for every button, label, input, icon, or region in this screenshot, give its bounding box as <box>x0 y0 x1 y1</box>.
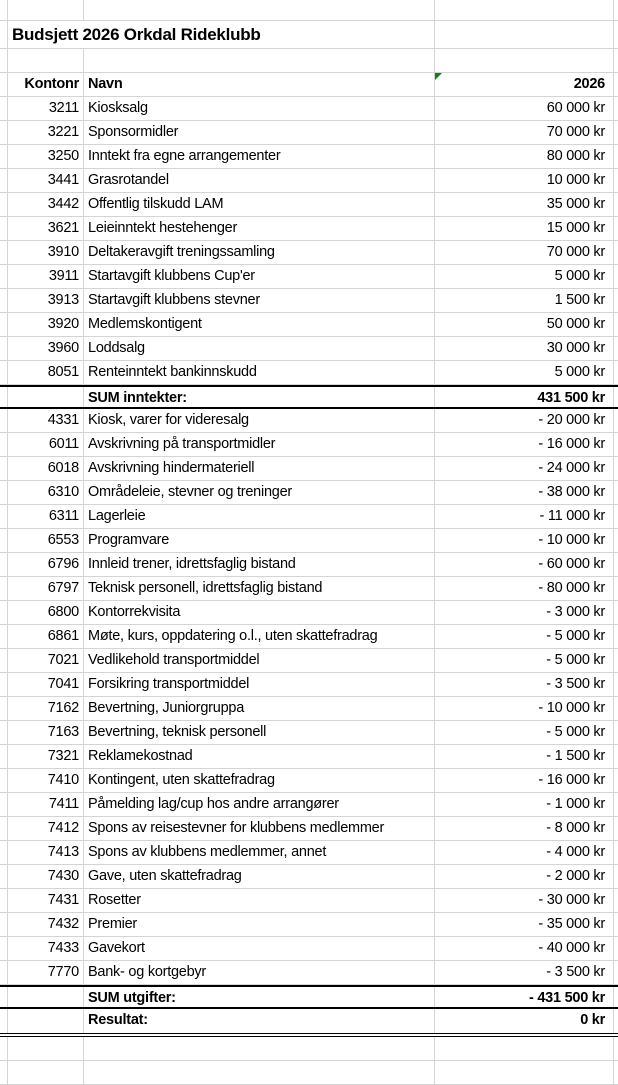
account-number[interactable]: 7411 <box>7 793 83 816</box>
amount[interactable]: - 8 000 kr <box>434 817 613 840</box>
amount[interactable]: 70 000 kr <box>434 241 613 264</box>
amount[interactable]: - 16 000 kr <box>434 433 613 456</box>
expense-row <box>0 673 618 697</box>
account-name[interactable]: Programvare <box>83 529 434 552</box>
account-number[interactable]: 3250 <box>7 145 83 168</box>
empty-row <box>0 1037 618 1061</box>
expense-row <box>0 793 618 817</box>
account-name[interactable]: Rosetter <box>83 889 434 912</box>
account-number[interactable]: 6011 <box>7 433 83 456</box>
account-number[interactable]: 6861 <box>7 625 83 648</box>
account-number[interactable]: 3221 <box>7 121 83 144</box>
amount[interactable]: - 40 000 kr <box>434 937 613 960</box>
empty-cell[interactable] <box>613 145 618 168</box>
account-number[interactable]: 7041 <box>7 673 83 696</box>
amount[interactable]: - 35 000 kr <box>434 913 613 936</box>
amount[interactable]: - 1 000 kr <box>434 793 613 816</box>
empty-cell[interactable] <box>613 169 618 192</box>
account-number[interactable]: 7431 <box>7 889 83 912</box>
account-number[interactable]: 7162 <box>7 697 83 720</box>
empty-cell[interactable] <box>613 0 618 20</box>
empty-cell[interactable] <box>613 97 618 120</box>
amount[interactable]: 1 500 kr <box>434 289 613 312</box>
account-number[interactable]: 6797 <box>7 577 83 600</box>
amount[interactable]: 60 000 kr <box>434 97 613 120</box>
amount[interactable]: - 2 000 kr <box>434 865 613 888</box>
account-number[interactable]: 7410 <box>7 769 83 792</box>
header-row <box>0 73 618 97</box>
account-name[interactable]: Forsikring transportmiddel <box>83 673 434 696</box>
account-name[interactable]: Bevertning, Juniorgruppa <box>83 697 434 720</box>
empty-cell[interactable] <box>434 21 613 48</box>
account-number[interactable]: 7163 <box>7 721 83 744</box>
income-row <box>0 121 618 145</box>
empty-row <box>0 0 618 21</box>
amount[interactable]: - 1 500 kr <box>434 745 613 768</box>
sum-label[interactable]: SUM inntekter: <box>83 387 434 407</box>
expense-row <box>0 865 618 889</box>
account-number[interactable]: 6018 <box>7 457 83 480</box>
empty-cell[interactable] <box>7 987 83 1007</box>
empty-cell[interactable] <box>613 433 618 456</box>
account-name[interactable]: Deltakeravgift treningssamling <box>83 241 434 264</box>
empty-cell[interactable] <box>613 193 618 216</box>
empty-cell[interactable] <box>613 73 618 96</box>
expense-row <box>0 745 618 769</box>
empty-cell[interactable] <box>7 49 83 72</box>
sum-income-row <box>0 385 618 409</box>
account-number[interactable]: 7321 <box>7 745 83 768</box>
amount[interactable]: - 20 000 kr <box>434 409 613 432</box>
income-row <box>0 265 618 289</box>
result-row <box>0 1009 618 1037</box>
account-name[interactable]: Kiosk, varer for videresalg <box>83 409 434 432</box>
empty-cell[interactable] <box>613 601 618 624</box>
account-name[interactable]: Vedlikehold transportmiddel <box>83 649 434 672</box>
amount[interactable]: - 30 000 kr <box>434 889 613 912</box>
amount[interactable]: - 11 000 kr <box>434 505 613 528</box>
empty-cell[interactable] <box>613 457 618 480</box>
empty-cell[interactable] <box>613 865 618 888</box>
account-number[interactable]: 7770 <box>7 961 83 984</box>
account-name[interactable]: Leieinntekt hestehenger <box>83 217 434 240</box>
account-number[interactable]: 7412 <box>7 817 83 840</box>
account-name[interactable]: Kontorrekvisita <box>83 601 434 624</box>
account-number[interactable]: 3911 <box>7 265 83 288</box>
empty-cell[interactable] <box>613 793 618 816</box>
amount[interactable]: 5 000 kr <box>434 265 613 288</box>
account-name[interactable]: Gave, uten skattefradrag <box>83 865 434 888</box>
empty-cell[interactable] <box>613 625 618 648</box>
empty-cell[interactable] <box>83 1061 434 1084</box>
sum-amount[interactable]: - 431 500 kr <box>434 987 613 1007</box>
empty-cell[interactable] <box>613 913 618 936</box>
empty-cell[interactable] <box>613 529 618 552</box>
expense-row <box>0 577 618 601</box>
amount[interactable]: 5 000 kr <box>434 361 613 384</box>
account-name[interactable]: Påmelding lag/cup hos andre arrangører <box>83 793 434 816</box>
expense-row <box>0 601 618 625</box>
amount[interactable]: - 5 000 kr <box>434 721 613 744</box>
empty-cell[interactable] <box>613 241 618 264</box>
account-number[interactable]: 4331 <box>7 409 83 432</box>
account-name[interactable]: Reklamekostnad <box>83 745 434 768</box>
account-number[interactable]: 7433 <box>7 937 83 960</box>
empty-cell[interactable] <box>613 961 618 984</box>
amount[interactable]: - 4 000 kr <box>434 841 613 864</box>
account-name[interactable]: Loddsalg <box>83 337 434 360</box>
account-number[interactable]: 8051 <box>7 361 83 384</box>
account-number[interactable]: 3913 <box>7 289 83 312</box>
amount[interactable]: - 80 000 kr <box>434 577 613 600</box>
amount[interactable]: 50 000 kr <box>434 313 613 336</box>
empty-cell[interactable] <box>613 313 618 336</box>
amount[interactable]: 30 000 kr <box>434 337 613 360</box>
empty-cell[interactable] <box>613 289 618 312</box>
amount[interactable]: 35 000 kr <box>434 193 613 216</box>
empty-row <box>0 1061 618 1085</box>
account-number[interactable]: 6796 <box>7 553 83 576</box>
account-name[interactable]: Bevertning, teknisk personell <box>83 721 434 744</box>
empty-cell[interactable] <box>613 121 618 144</box>
account-name[interactable]: Medlemskontigent <box>83 313 434 336</box>
account-number[interactable]: 7413 <box>7 841 83 864</box>
amount[interactable]: - 3 500 kr <box>434 673 613 696</box>
expense-row <box>0 769 618 793</box>
amount[interactable]: 70 000 kr <box>434 121 613 144</box>
empty-cell[interactable] <box>613 745 618 768</box>
account-name[interactable]: Spons av reisestevner for klubbens medlemmer <box>83 817 434 840</box>
account-number[interactable]: 6310 <box>7 481 83 504</box>
account-name[interactable]: Gavekort <box>83 937 434 960</box>
expense-row <box>0 457 618 481</box>
amount[interactable]: - 3 500 kr <box>434 961 613 984</box>
account-number[interactable]: 7021 <box>7 649 83 672</box>
empty-cell[interactable] <box>83 0 434 20</box>
empty-cell[interactable] <box>613 673 618 696</box>
account-name[interactable]: Avskrivning hindermateriell <box>83 457 434 480</box>
sheet-title[interactable]: Budsjett 2026 Orkdal Rideklubb <box>7 21 434 48</box>
empty-cell[interactable] <box>434 0 613 20</box>
expense-row <box>0 649 618 673</box>
empty-cell[interactable] <box>7 1009 83 1033</box>
empty-cell[interactable] <box>613 769 618 792</box>
income-row <box>0 289 618 313</box>
empty-cell[interactable] <box>613 361 618 384</box>
income-row <box>0 337 618 361</box>
amount[interactable]: - 16 000 kr <box>434 769 613 792</box>
empty-cell[interactable] <box>613 987 618 1007</box>
expense-row <box>0 841 618 865</box>
income-row <box>0 217 618 241</box>
account-name[interactable]: Avskrivning på transportmidler <box>83 433 434 456</box>
account-number[interactable]: 3442 <box>7 193 83 216</box>
empty-cell[interactable] <box>613 1009 618 1033</box>
expense-row <box>0 481 618 505</box>
account-name[interactable]: Sponsormidler <box>83 121 434 144</box>
sum-label[interactable]: SUM utgifter: <box>83 987 434 1007</box>
amount[interactable]: - 10 000 kr <box>434 697 613 720</box>
empty-cell[interactable] <box>7 1061 83 1084</box>
account-name[interactable]: Offentlig tilskudd LAM <box>83 193 434 216</box>
income-row <box>0 241 618 265</box>
empty-cell[interactable] <box>613 49 618 72</box>
empty-cell[interactable] <box>613 1061 618 1084</box>
empty-cell[interactable] <box>613 889 618 912</box>
empty-cell[interactable] <box>613 337 618 360</box>
header-kontonr[interactable]: Kontonr <box>7 73 83 96</box>
account-name[interactable]: Bank- og kortgebyr <box>83 961 434 984</box>
account-name[interactable]: Teknisk personell, idrettsfaglig bistand <box>83 577 434 600</box>
account-number[interactable]: 3910 <box>7 241 83 264</box>
expense-row <box>0 553 618 577</box>
empty-cell[interactable] <box>613 505 618 528</box>
account-name[interactable]: Inntekt fra egne arrangementer <box>83 145 434 168</box>
account-name[interactable]: Møte, kurs, oppdatering o.l., uten skattefradrag <box>83 625 434 648</box>
account-number[interactable]: 7432 <box>7 913 83 936</box>
amount[interactable]: - 24 000 kr <box>434 457 613 480</box>
account-number[interactable]: 3621 <box>7 217 83 240</box>
empty-cell[interactable] <box>7 1037 83 1060</box>
empty-cell[interactable] <box>613 1037 618 1060</box>
account-name[interactable]: Områdeleie, stevner og treninger <box>83 481 434 504</box>
sum-expenses-row <box>0 985 618 1009</box>
account-name[interactable]: Lagerleie <box>83 505 434 528</box>
empty-cell[interactable] <box>613 553 618 576</box>
empty-cell[interactable] <box>613 937 618 960</box>
amount[interactable]: 15 000 kr <box>434 217 613 240</box>
account-number[interactable]: 6553 <box>7 529 83 552</box>
empty-cell[interactable] <box>613 817 618 840</box>
expense-row <box>0 505 618 529</box>
expense-row <box>0 913 618 937</box>
empty-cell[interactable] <box>613 721 618 744</box>
empty-cell[interactable] <box>613 841 618 864</box>
account-number[interactable]: 3960 <box>7 337 83 360</box>
amount[interactable]: 10 000 kr <box>434 169 613 192</box>
expense-row <box>0 721 618 745</box>
empty-cell[interactable] <box>613 697 618 720</box>
expense-row <box>0 961 618 985</box>
account-name[interactable]: Kontingent, uten skattefradrag <box>83 769 434 792</box>
amount[interactable]: 80 000 kr <box>434 145 613 168</box>
account-number[interactable]: 6800 <box>7 601 83 624</box>
expense-row <box>0 889 618 913</box>
account-number[interactable]: 3920 <box>7 313 83 336</box>
amount[interactable]: - 38 000 kr <box>434 481 613 504</box>
income-row <box>0 97 618 121</box>
expense-row <box>0 433 618 457</box>
amount[interactable]: - 10 000 kr <box>434 529 613 552</box>
empty-cell[interactable] <box>434 49 613 72</box>
sum-amount[interactable]: 431 500 kr <box>434 387 613 407</box>
account-number[interactable]: 7430 <box>7 865 83 888</box>
empty-cell[interactable] <box>434 1037 613 1060</box>
account-name[interactable]: Innleid trener, idrettsfaglig bistand <box>83 553 434 576</box>
empty-cell[interactable] <box>613 577 618 600</box>
sum-label[interactable]: Resultat: <box>83 1009 434 1033</box>
amount[interactable]: - 5 000 kr <box>434 649 613 672</box>
amount[interactable]: - 3 000 kr <box>434 601 613 624</box>
empty-cell[interactable] <box>613 265 618 288</box>
income-row <box>0 313 618 337</box>
account-name[interactable]: Renteinntekt bankinnskudd <box>83 361 434 384</box>
empty-cell[interactable] <box>83 49 434 72</box>
amount[interactable]: - 5 000 kr <box>434 625 613 648</box>
account-name[interactable]: Kiosksalg <box>83 97 434 120</box>
empty-row <box>0 49 618 73</box>
account-name[interactable]: Premier <box>83 913 434 936</box>
header-year[interactable]: 2026 <box>434 73 613 96</box>
expense-row <box>0 409 618 433</box>
empty-cell[interactable] <box>7 387 83 407</box>
empty-cell[interactable] <box>613 21 618 48</box>
account-number[interactable]: 6311 <box>7 505 83 528</box>
header-navn[interactable]: Navn <box>83 73 434 96</box>
title-row <box>0 21 618 49</box>
account-number[interactable]: 3441 <box>7 169 83 192</box>
income-row <box>0 361 618 385</box>
empty-cell[interactable] <box>613 217 618 240</box>
empty-cell[interactable] <box>613 649 618 672</box>
empty-cell[interactable] <box>613 387 618 407</box>
empty-cell[interactable] <box>613 481 618 504</box>
account-name[interactable]: Startavgift klubbens Cup'er <box>83 265 434 288</box>
comment-indicator-icon <box>435 73 442 80</box>
account-name[interactable]: Spons av klubbens medlemmer, annet <box>83 841 434 864</box>
account-name[interactable]: Startavgift klubbens stevner <box>83 289 434 312</box>
empty-cell[interactable] <box>7 0 83 20</box>
expense-row <box>0 625 618 649</box>
expense-row <box>0 697 618 721</box>
expense-row <box>0 529 618 553</box>
sum-amount[interactable]: 0 kr <box>434 1009 613 1033</box>
income-row <box>0 169 618 193</box>
empty-cell[interactable] <box>613 409 618 432</box>
empty-cell[interactable] <box>83 1037 434 1060</box>
income-row <box>0 193 618 217</box>
account-number[interactable]: 3211 <box>7 97 83 120</box>
account-name[interactable]: Grasrotandel <box>83 169 434 192</box>
amount[interactable]: - 60 000 kr <box>434 553 613 576</box>
expense-row <box>0 937 618 961</box>
empty-cell[interactable] <box>434 1061 613 1084</box>
expense-row <box>0 817 618 841</box>
income-row <box>0 145 618 169</box>
